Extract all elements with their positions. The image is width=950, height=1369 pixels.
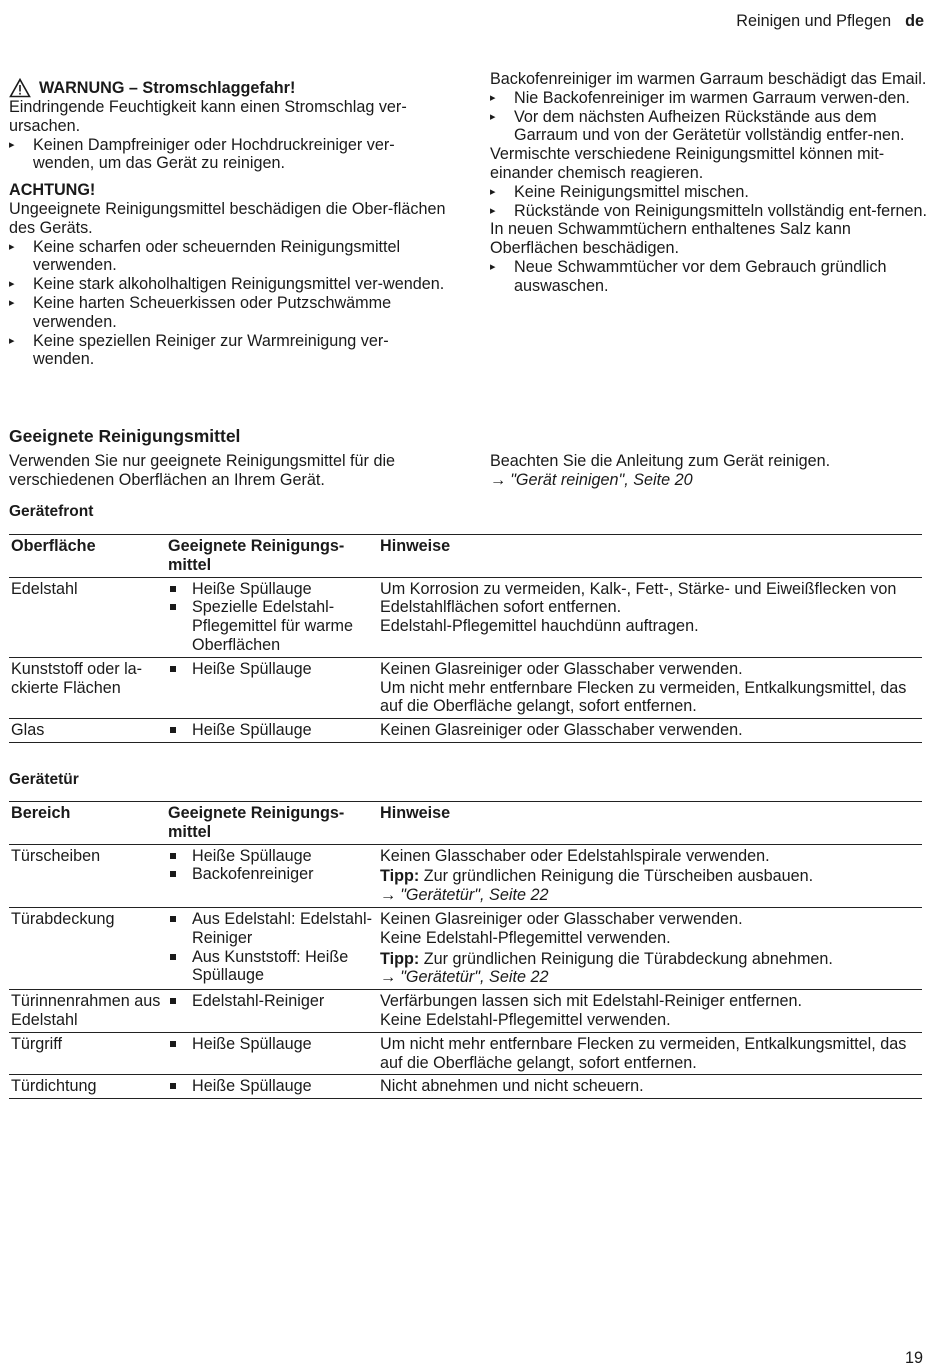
intro-reference[interactable] (490, 471, 930, 490)
note-line: Edelstahl-Pflegemittel hauchdünn auftragen. (380, 617, 699, 636)
cell-agents (166, 844, 378, 907)
tip-label: Tipp: (380, 949, 420, 968)
cell-area: Türscheiben (9, 844, 166, 907)
list-item: ▸ Keine harten Scheuerkissen oder Putzschwämme verwenden. (9, 294, 449, 332)
column-header: Bereich (9, 802, 166, 845)
warning-text: Eindringende Feuchtigkeit kann einen Stromschlag ver-ursachen. (9, 98, 407, 135)
column-header: Hinweise (378, 535, 922, 578)
tip-reference[interactable] (380, 886, 922, 905)
cell-notes (378, 1032, 922, 1075)
section-title: Geeignete Reinigungsmittel (9, 426, 241, 446)
cell-agents (166, 990, 378, 1033)
list-item: ▸ Nie Backofenreiniger im warmen Garraum verwen-den. (490, 89, 930, 108)
note-line: Keine Edelstahl-Pflegemittel verwenden. (380, 928, 671, 947)
tip-line (380, 950, 922, 969)
cell-agents (166, 577, 378, 657)
column-header: Oberfläche (9, 535, 166, 578)
cell-area: Türinnenrahmen aus Edelstahl (9, 990, 166, 1033)
right-column (490, 70, 930, 296)
note-line: Keinen Glasschaber oder Edelstahlspirale verwenden. (380, 846, 770, 865)
list-item: Backofenreiniger (168, 865, 378, 884)
note-line: Keinen Glasreiniger oder Glasschaber verwenden. (380, 659, 743, 678)
arrow-right-icon: → (490, 470, 507, 489)
door-table (9, 801, 922, 1099)
cell-notes (378, 844, 922, 907)
list-item: Heiße Spüllauge (168, 580, 378, 599)
warning-heading (9, 78, 449, 98)
note-line: Keine Edelstahl-Pflegemittel verwenden. (380, 1010, 671, 1029)
note-line: Keinen Glasreiniger oder Glasschaber verwenden. (380, 909, 743, 928)
front-table-title: Gerätefront (9, 503, 94, 520)
list-item: Spezielle Edelstahl-Pflegemittel für warme Oberflächen (168, 598, 378, 654)
cell-agents (166, 1075, 378, 1099)
table-row (9, 719, 922, 743)
table-row (9, 990, 922, 1033)
cell-notes (378, 1075, 922, 1099)
left-column (9, 78, 449, 369)
list-item: Heiße Spüllauge (168, 721, 378, 740)
tip-reference-link[interactable]: "Gerätetür", Seite 22 (400, 968, 549, 987)
page-header (736, 12, 924, 31)
note-line: Nicht abnehmen und nicht scheuern. (380, 1077, 644, 1096)
list-item: ▸ Neue Schwammtücher vor dem Gebrauch gründlich auswaschen. (490, 258, 930, 296)
cell-notes (378, 577, 922, 657)
achtung-text: Ungeeignete Reinigungsmittel beschädigen die Ober-flächen des Geräts. (9, 199, 446, 237)
list-item: Aus Kunststoff: Heiße Spüllauge (168, 948, 378, 986)
tip-label: Tipp: (380, 867, 420, 886)
note-line: Um nicht mehr entfernbare Flecken zu vermeiden, Entkalkungsmittel, das auf die Oberfläche gelangt, sofort entfernen. (380, 678, 907, 716)
cell-area: Türabdeckung (9, 907, 166, 989)
sponge-text: In neuen Schwammtüchern enthaltenes Salz kann Oberflächen beschädigen. (490, 220, 851, 258)
note-line: Verfärbungen lassen sich mit Edelstahl-Reiniger entfernen. (380, 992, 803, 1011)
intro-note: Beachten Sie die Anleitung zum Gerät reinigen. (490, 452, 831, 470)
cell-agents (166, 907, 378, 989)
cell-agents (166, 1032, 378, 1075)
cell-notes (378, 719, 922, 743)
list-item: Heiße Spüllauge (168, 1035, 378, 1054)
tip-line (380, 867, 922, 886)
section-intro-right (490, 452, 930, 490)
cell-agents (166, 657, 378, 718)
table-row (9, 907, 922, 989)
door-table-title: Gerätetür (9, 771, 79, 788)
note-line: Um nicht mehr entfernbare Flecken zu vermeiden, Entkalkungsmittel, das auf die Oberfläche gelangt, sofort entfernen. (380, 1034, 907, 1072)
list-item: Heiße Spüllauge (168, 660, 378, 679)
page-number: 19 (904, 1349, 923, 1367)
list-item: ▸ Vor dem nächsten Aufheizen Rückstände aus dem Garraum und von der Gerätetür vollständig entfer-nen. (490, 108, 930, 146)
tip-text: Zur gründlichen Reinigung die Türscheiben ausbauen. (423, 867, 814, 886)
intro-reference-link[interactable]: "Gerät reinigen", Seite 20 (510, 470, 693, 489)
table-row (9, 1075, 922, 1099)
section-intro: Verwenden Sie nur geeignete Reinigungsmittel für die verschiedenen Oberflächen an Ihrem Gerät. (9, 452, 396, 489)
list-item: ▸ Rückstände von Reinigungsmitteln vollständig ent-fernen. (490, 202, 930, 221)
warning-triangle-icon (9, 78, 31, 98)
warning-list (9, 136, 449, 174)
list-item: Heiße Spüllauge (168, 847, 378, 866)
list-item: ▸ Keine stark alkoholhaltigen Reinigungsmittel ver-wenden. (9, 275, 449, 294)
header-lang: de (905, 12, 924, 30)
cell-notes (378, 990, 922, 1033)
column-header: Hinweise (378, 802, 922, 845)
arrow-right-icon: → (380, 886, 397, 905)
list-item: ▸ Keine Reinigungsmittel mischen. (490, 183, 930, 202)
front-table (9, 534, 922, 743)
table-header-row (9, 535, 922, 578)
cell-agents (166, 719, 378, 743)
list-item: ▸ Keinen Dampfreiniger oder Hochdruckreiniger ver-wenden, um das Gerät zu reinigen. (9, 136, 449, 174)
achtung-list (9, 238, 449, 370)
list-item: ▸ Keine speziellen Reiniger zur Warmreinigung ver-wenden. (9, 332, 449, 370)
list-item: Aus Edelstahl: Edelstahl-Reiniger (168, 910, 378, 948)
cell-area: Türgriff (9, 1032, 166, 1075)
oven-cleaner-text: Backofenreiniger im warmen Garraum beschädigt das Email. (490, 70, 927, 88)
column-header: Geeignete Reinigungs-mittel (166, 535, 378, 578)
cell-area: Glas (9, 719, 166, 743)
cell-area: Kunststoff oder la-ckierte Flächen (9, 657, 166, 718)
mixing-list (490, 183, 930, 221)
table-header-row (9, 802, 922, 845)
table-row (9, 577, 922, 657)
column-header: Geeignete Reinigungs-mittel (166, 802, 378, 845)
list-item: ▸ Keine scharfen oder scheuernden Reinigungsmittel verwenden. (9, 238, 449, 276)
cell-notes (378, 907, 922, 989)
mixing-text: Vermischte verschiedene Reinigungsmittel können mit-einander chemisch reagieren. (490, 145, 885, 182)
tip-reference[interactable] (380, 968, 922, 987)
achtung-title: ACHTUNG! (9, 181, 96, 200)
tip-reference-link[interactable]: "Gerätetür", Seite 22 (400, 886, 549, 905)
tip-text: Zur gründlichen Reinigung die Türabdeckung abnehmen. (423, 949, 833, 968)
warning-title: WARNUNG – Stromschlaggefahr! (39, 78, 296, 97)
note-line: Um Korrosion zu vermeiden, Kalk-, Fett-, Stärke- und Eiweißflecken von Edelstahlflächen sofort entfernen. (380, 579, 897, 617)
list-item: Heiße Spüllauge (168, 1077, 378, 1096)
sponge-list (490, 258, 930, 296)
table-row (9, 844, 922, 907)
cell-area: Türdichtung (9, 1075, 166, 1099)
note-line: Keinen Glasreiniger oder Glasschaber verwenden. (380, 721, 743, 740)
oven-cleaner-list (490, 89, 930, 145)
header-section: Reinigen und Pflegen (736, 12, 892, 30)
table-row (9, 1032, 922, 1075)
cell-area: Edelstahl (9, 577, 166, 657)
list-item: Edelstahl-Reiniger (168, 992, 378, 1011)
arrow-right-icon: → (380, 968, 397, 987)
cell-notes (378, 657, 922, 718)
table-row (9, 657, 922, 718)
